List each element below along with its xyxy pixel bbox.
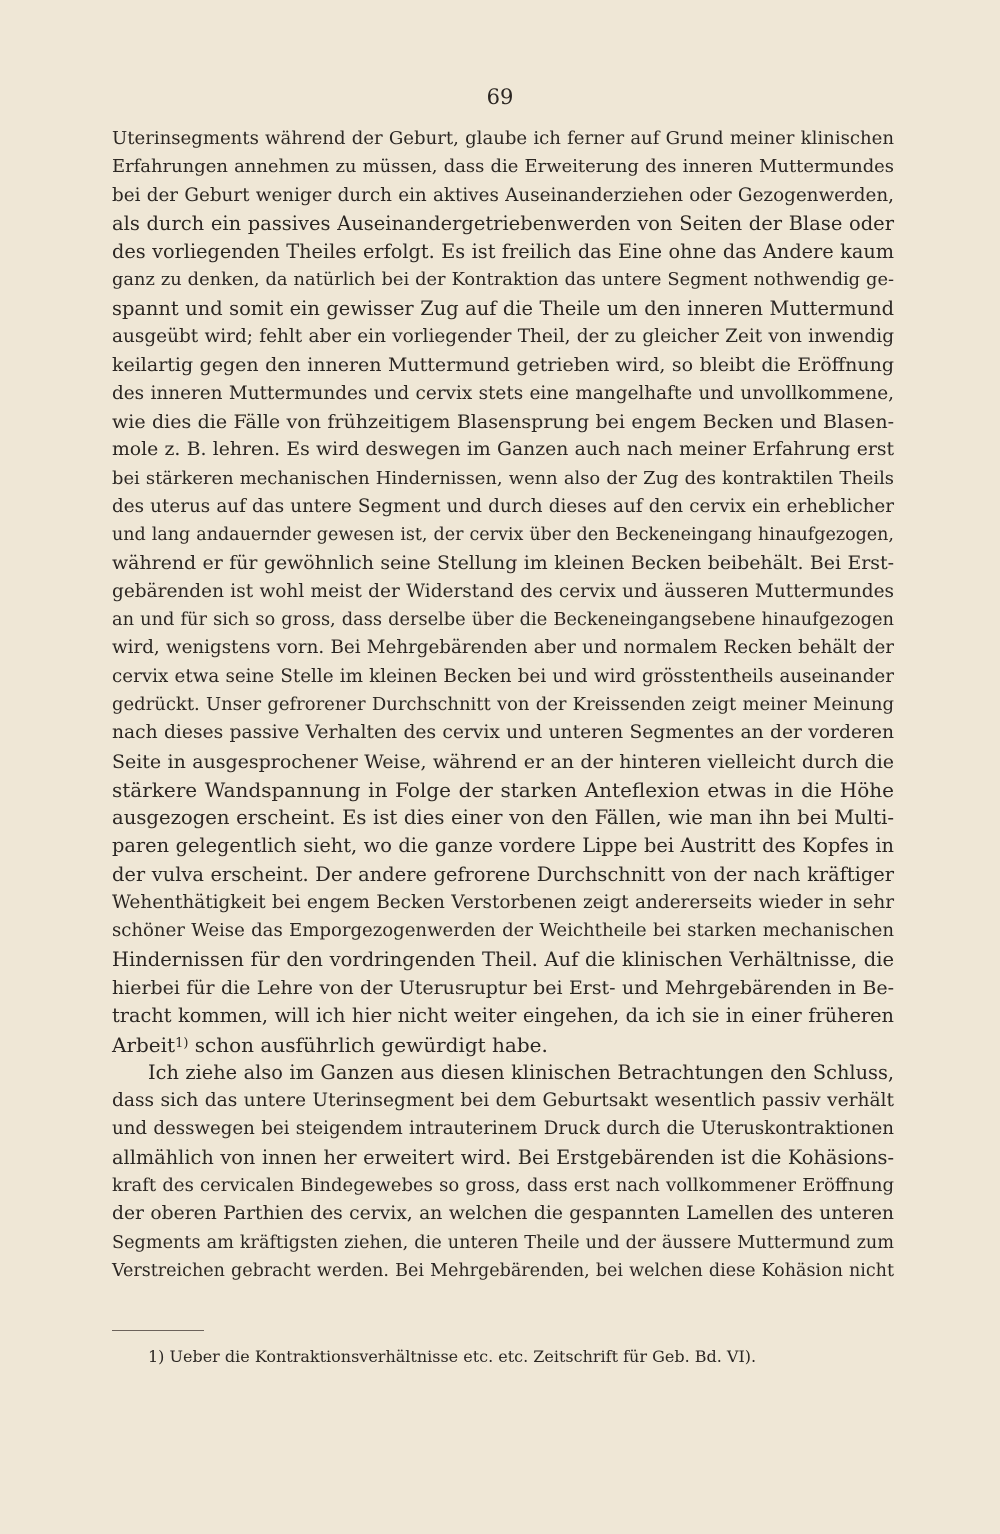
text-line: ausgezogen erscheint. Es ist dies einer von den Fällen, wie man ihn bei Multi-	[112, 806, 894, 830]
text-line: mole z. B. lehren. Es wird deswegen im Ganzen auch nach meiner Erfahrung erst	[112, 439, 894, 461]
text-line: als durch ein passives Auseinandergetriebenwerden von Seiten der Blase oder	[112, 211, 894, 235]
text-line: cervix etwa seine Stelle im kleinen Becken bei und wird grösstentheils auseinander	[112, 665, 894, 687]
text-line: Erfahrungen annehmen zu müssen, dass die Erweiterung des inneren Muttermundes	[112, 156, 894, 178]
text-line: nach dieses passive Verhalten des cervix und unteren Segmentes an der vorderen	[112, 722, 894, 744]
text-line: Verstreichen gebracht werden. Bei Mehrgebärenden, bei welchen diese Kohäsion nicht	[112, 1260, 894, 1281]
text-fragment: schon ausführlich gewürdigt habe.	[188, 1032, 548, 1057]
text-line: gebärenden ist wohl meist der Widerstand des cervix und äusseren Muttermundes	[112, 580, 894, 602]
footnote-divider	[112, 1330, 204, 1331]
text-line: kraft des cervicalen Bindegewebes so gross, dass erst nach vollkommener Eröffnung	[112, 1174, 894, 1196]
text-line: bei der Geburt weniger durch ein aktives Auseinanderziehen oder Gezogenwerden,	[112, 184, 894, 206]
text-line: an und für sich so gross, dass derselbe über die Beckeneingangsebene hinaufgezogen	[112, 609, 894, 631]
text-line: allmählich von innen her erweitert wird. Bei Erstgebärenden ist die Kohäsions-	[112, 1145, 894, 1169]
text-line: Uterinsegments während der Geburt, glaube ich ferner auf Grund meiner klinischen	[112, 128, 894, 149]
text-line: ausgeübt wird; fehlt aber ein vorliegender Theil, der zu gleicher Zeit von inwendig	[112, 326, 894, 348]
body-text	[112, 125, 894, 1285]
text-line: des uterus auf das untere Segment und durch dieses auf den cervix ein erheblicher	[112, 495, 894, 517]
text-line: paren gelegentlich sieht, wo die ganze vordere Lippe bei Austritt des Kopfes in	[112, 834, 894, 858]
text-line: gedrückt. Unser gefrorener Durchschnitt von der Kreissenden zeigt meiner Meinung	[112, 693, 894, 715]
text-line: Seite in ausgesprochener Weise, während er an der hinteren vielleicht durch die	[112, 750, 894, 773]
text-line: stärkere Wandspannung in Folge der starken Anteflexion etwas in die Höhe	[112, 777, 894, 802]
text-line: Wehenthätigkeit bei engem Becken Verstorbenen zeigt andererseits wieder in sehr	[112, 892, 894, 914]
text-line: der oberen Parthien des cervix, an welchen die gespannten Lamellen des unteren	[112, 1203, 894, 1225]
text-line: tracht kommen, will ich hier nicht weiter eingehen, da ich sie in einer früheren	[112, 1004, 894, 1028]
paragraph-end-line	[112, 1031, 894, 1059]
text-line: bei stärkeren mechanischen Hindernissen, wenn also der Zug des kontraktilen Theils	[112, 467, 894, 489]
footnote: 1) Ueber die Kontraktionsverhältnisse etc. etc. Zeitschrift für Geb. Bd. VI).	[148, 1347, 757, 1366]
footnote-reference[interactable]: 1)	[175, 1035, 189, 1051]
text-line: ganz zu denken, da natürlich bei der Kontraktion das untere Segment nothwendig ge-	[112, 269, 894, 291]
text-line: schöner Weise das Emporgezogenwerden der Weichtheile bei starken mechanischen	[112, 920, 894, 942]
text-line: hierbei für die Lehre von der Uterusruptur bei Erst- und Mehrgebärenden in Be-	[112, 976, 894, 999]
page-number: 69	[486, 85, 514, 109]
text-line: dass sich das untere Uterinsegment bei dem Geburtsakt wesentlich passiv verhält	[112, 1090, 894, 1112]
text-line: und lang andauernder gewesen ist, der cervix über den Beckeneingang hinaufgezogen,	[112, 525, 894, 546]
text-line: Ich ziehe also im Ganzen aus diesen klinischen Betrachtungen den Schluss,	[148, 1060, 894, 1084]
text-line: spannt und somit ein gewisser Zug auf die Theile um den inneren Muttermund	[112, 296, 894, 320]
text-line: während er für gewöhnlich seine Stellung im kleinen Becken beibehält. Bei Erst-	[112, 552, 894, 575]
text-line: des vorliegenden Theiles erfolgt. Es ist freilich das Eine ohne das Andere kaum	[112, 240, 894, 264]
text-line: der vulva erscheint. Der andere gefrorene Durchschnitt von der nach kräftiger	[112, 862, 894, 886]
text-line: Hindernissen für den vordringenden Theil. Auf die klinischen Verhältnisse, die	[112, 947, 894, 971]
text-line: wird, wenigstens vorn. Bei Mehrgebärenden aber und normalem Recken behält der	[112, 637, 894, 659]
text-line: Segments am kräftigsten ziehen, die unteren Theile und der äussere Muttermund zum	[112, 1232, 894, 1253]
text-line: wie dies die Fälle von frühzeitigem Blasensprung bei engem Becken und Blasen-	[112, 410, 894, 433]
text-line: und desswegen bei steigendem intrauterinem Druck durch die Uteruskontraktionen	[112, 1118, 894, 1140]
text-line: des inneren Muttermundes und cervix stets eine mangelhafte und unvollkommene,	[112, 382, 894, 404]
text-line: keilartig gegen den inneren Muttermund getrieben wird, so bleibt die Eröffnung	[112, 354, 894, 377]
text-fragment: Arbeit	[112, 1032, 176, 1057]
